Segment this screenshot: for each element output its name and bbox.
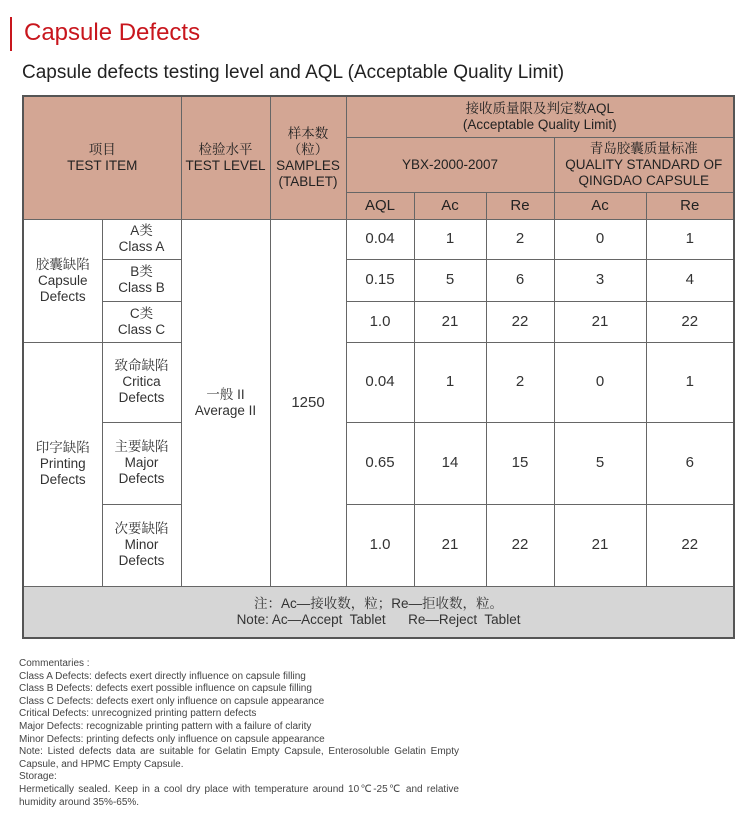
aql-value: 0.15 <box>346 259 414 301</box>
ac-ybx-value: 21 <box>414 301 486 342</box>
row-label: A类 Class A <box>102 219 181 259</box>
re-qingdao-value: 22 <box>646 301 734 342</box>
group-printing-defects: 印字缺陷 Printing Defects <box>23 342 102 586</box>
table-row <box>23 259 734 301</box>
re-qingdao-value: 1 <box>646 219 734 259</box>
subheader-re-qingdao: Re <box>646 192 734 219</box>
aql-value: 1.0 <box>346 504 414 586</box>
samples-value: 1250 <box>270 219 346 586</box>
header-ybx-standard: YBX-2000-2007 <box>346 137 554 192</box>
storage-line-1: Hermetically sealed. Keep in a cool dry place with temperature around 10℃-25℃ and relative <box>19 783 459 795</box>
aql-value: 1.0 <box>346 301 414 342</box>
table-row <box>23 422 734 504</box>
header-test-item: 项目 TEST ITEM <box>23 96 181 219</box>
comment-class-a: Class A Defects: defects exert directly influence on capsule filling <box>19 670 306 682</box>
aql-value: 0.04 <box>346 342 414 422</box>
row-label: B类 Class B <box>102 259 181 301</box>
commentaries <box>19 658 459 809</box>
ac-ybx-value: 21 <box>414 504 486 586</box>
table-note: 注：Ac—接收数，粒；Re—拒收数，粒。 Note: Ac—Accept Tablet Re—Reject Tablet <box>23 586 734 638</box>
table-row <box>23 219 734 259</box>
subheader-ac-ybx: Ac <box>414 192 486 219</box>
re-ybx-value: 2 <box>486 342 554 422</box>
table-row <box>23 342 734 422</box>
ac-qingdao-value: 21 <box>554 301 646 342</box>
re-ybx-value: 22 <box>486 504 554 586</box>
section-header <box>10 17 201 51</box>
ac-qingdao-value: 0 <box>554 342 646 422</box>
comment-class-c: Class C Defects: defects exert only influence on capsule appearance <box>19 695 325 707</box>
ac-ybx-value: 1 <box>414 342 486 422</box>
comment-class-b: Class B Defects: defects exert possible influence on capsule filling <box>19 683 312 695</box>
ac-ybx-value: 14 <box>414 422 486 504</box>
ac-qingdao-value: 5 <box>554 422 646 504</box>
re-qingdao-value: 22 <box>646 504 734 586</box>
aql-value: 0.04 <box>346 219 414 259</box>
test-level-value: 一般 II Average II <box>181 219 270 586</box>
comment-critical: Critical Defects: unrecognized printing pattern defects <box>19 708 257 720</box>
ac-ybx-value: 5 <box>414 259 486 301</box>
ac-qingdao-value: 0 <box>554 219 646 259</box>
header-samples: 样本数 （粒） SAMPLES (TABLET) <box>270 96 346 219</box>
row-label: 主要缺陷 Major Defects <box>102 422 181 504</box>
re-ybx-value: 2 <box>486 219 554 259</box>
subheader-re-ybx: Re <box>486 192 554 219</box>
page-subtitle: Capsule defects testing level and AQL (Acceptable Quality Limit) <box>22 62 565 83</box>
header-acceptable-quality-limit: 接收质量限及判定数AQL (Acceptable Quality Limit) <box>346 96 734 137</box>
storage-line-2: humidity around 35%-65%. <box>19 796 140 808</box>
subheader-ac-qingdao: Ac <box>554 192 646 219</box>
re-ybx-value: 15 <box>486 422 554 504</box>
commentaries-heading: Commentaries : <box>19 658 90 669</box>
comment-minor: Minor Defects: printing defects only influence on capsule appearance <box>19 733 325 745</box>
table-row <box>23 504 734 586</box>
table-row <box>23 301 734 342</box>
ac-qingdao-value: 3 <box>554 259 646 301</box>
comment-note-line-2: Capsule, and HPMC Empty Capsule. <box>19 758 184 770</box>
re-qingdao-value: 4 <box>646 259 734 301</box>
row-label: 次要缺陷 Minor Defects <box>102 504 181 586</box>
re-ybx-value: 22 <box>486 301 554 342</box>
subheader-aql: AQL <box>346 192 414 219</box>
re-ybx-value: 6 <box>486 259 554 301</box>
header-qingdao-standard: 青岛胶囊质量标准 QUALITY STANDARD OF QINGDAO CAPSULE <box>554 137 734 192</box>
ac-ybx-value: 1 <box>414 219 486 259</box>
comment-note-line-1: Note: Listed defects data are suitable for Gelatin Empty Capsule, Enterosoluble Gelatin Empty <box>19 746 459 758</box>
row-label: C类 Class C <box>102 301 181 342</box>
re-qingdao-value: 1 <box>646 342 734 422</box>
re-qingdao-value: 6 <box>646 422 734 504</box>
comment-major: Major Defects: recognizable printing pattern with a failure of clarity <box>19 720 312 732</box>
group-capsule-defects: 胶囊缺陷 Capsule Defects <box>23 219 102 342</box>
header-test-level: 检验水平 TEST LEVEL <box>181 96 270 219</box>
aql-table <box>22 95 735 639</box>
ac-qingdao-value: 21 <box>554 504 646 586</box>
aql-value: 0.65 <box>346 422 414 504</box>
row-label: 致命缺陷 Critica Defects <box>102 342 181 422</box>
storage-heading: Storage: <box>19 771 57 783</box>
page-title: Capsule Defects <box>24 19 201 46</box>
